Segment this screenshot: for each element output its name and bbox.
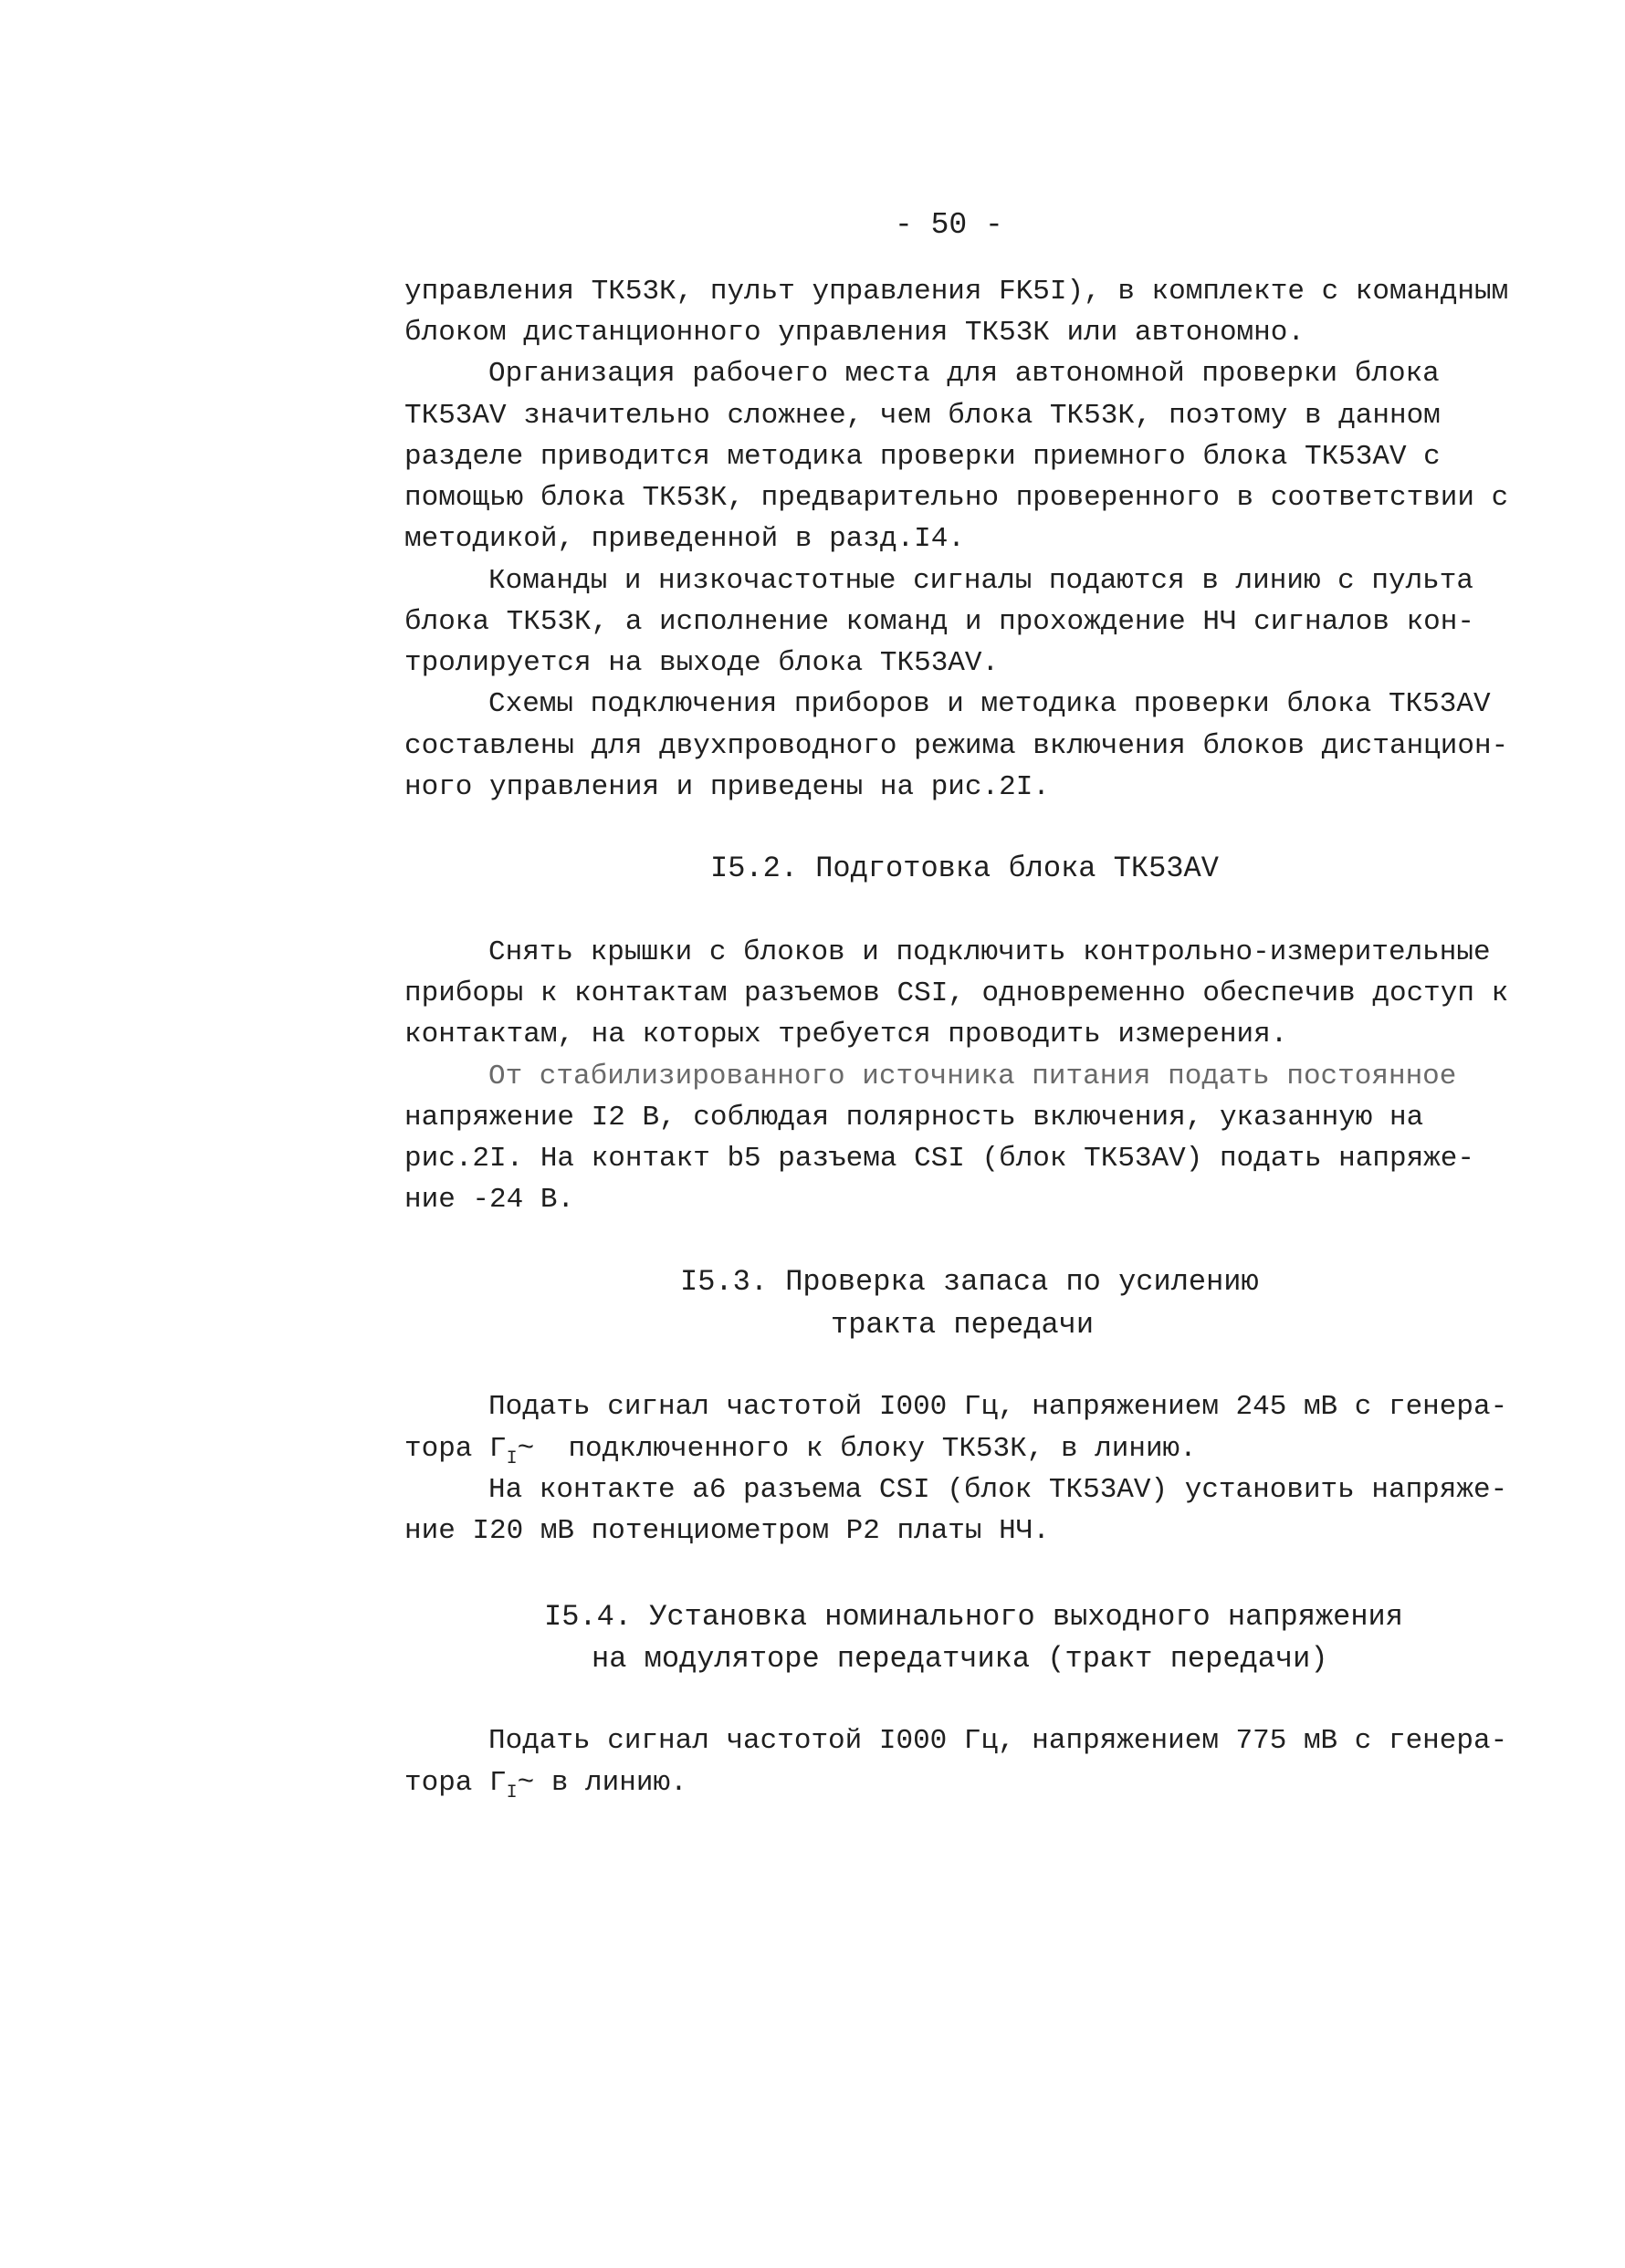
paragraph-2-line-2: ТК53AV значительно сложнее, чем блока ТК53К, поэтому в данном — [404, 400, 1441, 432]
section-15-2-p1-line-3: контактам, на которых требуется проводить измерения. — [404, 1019, 1288, 1050]
section-15-3-line-3: На контакте а6 разъема CSI (блок ТК53AV) установить напряже- — [488, 1474, 1508, 1506]
section-15-4-line-2-end: ~ в линию. — [517, 1767, 687, 1799]
generator-subscript: I — [506, 1782, 518, 1803]
paragraph-4-line-3: ного управления и приведены на рис.2I. — [404, 771, 1050, 803]
section-15-4-line-1: Подать сигнал частотой I000 Гц, напряжением 775 мВ с генера- — [488, 1725, 1508, 1757]
section-15-2-heading: I5.2. Подготовка блока ТК53AV — [710, 852, 1219, 885]
section-15-3-line-4: ние I20 мВ потенциометром Р2 платы НЧ. — [404, 1515, 1050, 1547]
section-15-3-line-1: Подать сигнал частотой I000 Гц, напряжением 245 мВ с генера- — [488, 1391, 1508, 1423]
section-15-2-p2-line-3: рис.2I. На контакт b5 разъема CSI (блок ТК53AV) подать напряже- — [404, 1143, 1474, 1175]
paragraph-3-line-2: блока ТК53К, а исполнение команд и прохождение НЧ сигналов кон- — [404, 606, 1474, 638]
paragraph-1-line-2: блоком дистанционного управления ТК53К или автономно. — [404, 317, 1305, 349]
paragraph-2-line-1: Организация рабочего места для автономной проверки блока — [488, 358, 1440, 390]
paragraph-2-line-4: помощью блока ТК53К, предварительно проверенного в соответствии с — [404, 482, 1509, 514]
paragraph-4-line-1: Схемы подключения приборов и методика проверки блока ТК53AV — [488, 688, 1491, 720]
paragraph-2-line-5: методикой, приведенной в разд.I4. — [404, 523, 965, 555]
paragraph-1-line-1: управления ТК53К, пульт управления FK5I), в комплекте с командным — [404, 276, 1509, 308]
section-15-3-line-2 — [404, 1431, 1197, 1478]
paragraph-3-line-1: Команды и низкочастотные сигналы подаются в линию с пульта — [488, 565, 1473, 597]
section-15-4-line-2-start: тора Г — [404, 1767, 507, 1799]
section-15-3-line-2-start: тора Г — [404, 1433, 507, 1465]
page-number: - 50 - — [895, 208, 1003, 242]
section-15-4-line-2 — [404, 1765, 687, 1812]
paragraph-3-line-3: тролируется на выходе блока ТК53AV. — [404, 647, 1000, 679]
section-15-4-heading-line-2: на модуляторе передатчика (тракт передачи) — [592, 1642, 1328, 1676]
section-15-2-p2-line-2: напряжение I2 В, соблюдая полярность включения, указанную на — [404, 1102, 1424, 1134]
paragraph-4-line-2: составлены для двухпроводного режима включения блоков дистанцион- — [404, 730, 1509, 762]
section-15-3-heading-line-2: тракта передачи — [831, 1308, 1095, 1342]
section-15-3-line-2-end: ~ подключенного к блоку ТК53К, в линию. — [517, 1433, 1197, 1465]
section-15-2-p1-line-1: Снять крышки с блоков и подключить контрольно-измерительные — [488, 936, 1491, 968]
section-15-3-heading-line-1: I5.3. Проверка запаса по усилению — [680, 1265, 1259, 1299]
section-15-4-heading-line-1: I5.4. Установка номинального выходного напряжения — [544, 1600, 1403, 1634]
section-15-2-p2-line-4: ние -24 В. — [404, 1184, 575, 1216]
section-15-2-p1-line-2: приборы к контактам разъемов CSI, одновременно обеспечив доступ к — [404, 977, 1509, 1009]
generator-subscript: I — [506, 1448, 518, 1469]
paragraph-2-line-3: разделе приводится методика проверки приемного блока ТК53AV с — [404, 441, 1441, 473]
section-15-2-p2-line-1: От стабилизированного источника питания подать постоянное — [488, 1061, 1457, 1092]
